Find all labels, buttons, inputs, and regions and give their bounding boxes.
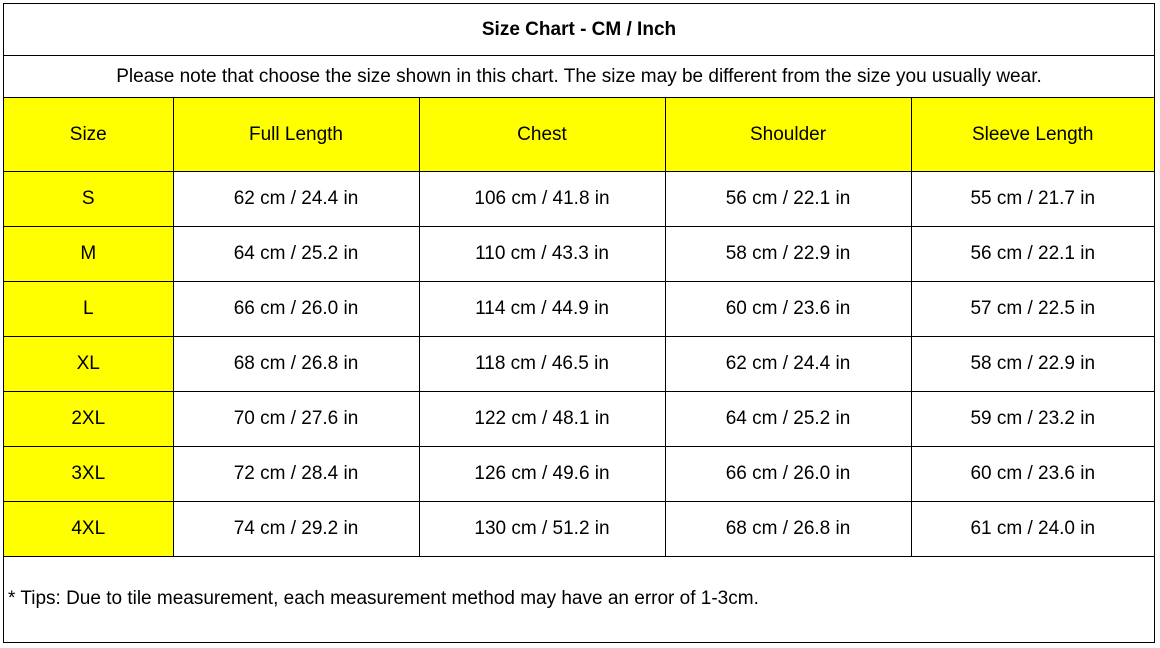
- size-note: Please note that choose the size shown in this chart. The size may be different from the size you usually wear.: [4, 56, 1154, 98]
- header-full-length: Full Length: [173, 98, 419, 172]
- table-cell: 72 cm / 28.4 in: [173, 447, 419, 502]
- table-cell: 62 cm / 24.4 in: [173, 172, 419, 227]
- table-cell: 58 cm / 22.9 in: [665, 227, 911, 282]
- table-cell: 64 cm / 25.2 in: [665, 392, 911, 447]
- table-cell: 118 cm / 46.5 in: [419, 337, 665, 392]
- table-cell: 68 cm / 26.8 in: [173, 337, 419, 392]
- header-shoulder: Shoulder: [665, 98, 911, 172]
- size-label: XL: [4, 337, 173, 392]
- table-cell: 110 cm / 43.3 in: [419, 227, 665, 282]
- table-row: [4, 172, 1154, 227]
- header-row: [4, 98, 1154, 172]
- header-sleeve-length: Sleeve Length: [911, 98, 1154, 172]
- header-size: Size: [4, 98, 173, 172]
- size-label: L: [4, 282, 173, 337]
- table-cell: 122 cm / 48.1 in: [419, 392, 665, 447]
- table-row: [4, 392, 1154, 447]
- table-cell: 74 cm / 29.2 in: [173, 502, 419, 557]
- size-label: 4XL: [4, 502, 173, 557]
- table-cell: 57 cm / 22.5 in: [911, 282, 1154, 337]
- table-cell: 58 cm / 22.9 in: [911, 337, 1154, 392]
- size-table: [4, 98, 1154, 557]
- table-row: [4, 227, 1154, 282]
- table-cell: 59 cm / 23.2 in: [911, 392, 1154, 447]
- table-cell: 60 cm / 23.6 in: [911, 447, 1154, 502]
- table-cell: 126 cm / 49.6 in: [419, 447, 665, 502]
- table-cell: 66 cm / 26.0 in: [173, 282, 419, 337]
- header-chest: Chest: [419, 98, 665, 172]
- size-label: 2XL: [4, 392, 173, 447]
- table-cell: 66 cm / 26.0 in: [665, 447, 911, 502]
- table-cell: 106 cm / 41.8 in: [419, 172, 665, 227]
- table-cell: 56 cm / 22.1 in: [665, 172, 911, 227]
- tips-text: * Tips: Due to tile measurement, each measurement method may have an error of 1-3cm.: [8, 588, 759, 609]
- table-cell: 56 cm / 22.1 in: [911, 227, 1154, 282]
- size-chart-frame: [3, 3, 1155, 643]
- table-cell: 70 cm / 27.6 in: [173, 392, 419, 447]
- table-cell: 114 cm / 44.9 in: [419, 282, 665, 337]
- table-cell: 61 cm / 24.0 in: [911, 502, 1154, 557]
- size-label: M: [4, 227, 173, 282]
- table-row: [4, 447, 1154, 502]
- table-cell: 68 cm / 26.8 in: [665, 502, 911, 557]
- table-cell: 130 cm / 51.2 in: [419, 502, 665, 557]
- table-row: [4, 502, 1154, 557]
- table-row: [4, 282, 1154, 337]
- table-cell: 55 cm / 21.7 in: [911, 172, 1154, 227]
- size-label: 3XL: [4, 447, 173, 502]
- chart-title: Size Chart - CM / Inch: [4, 4, 1154, 56]
- table-cell: 60 cm / 23.6 in: [665, 282, 911, 337]
- size-label: S: [4, 172, 173, 227]
- table-cell: 62 cm / 24.4 in: [665, 337, 911, 392]
- table-cell: 64 cm / 25.2 in: [173, 227, 419, 282]
- table-row: [4, 337, 1154, 392]
